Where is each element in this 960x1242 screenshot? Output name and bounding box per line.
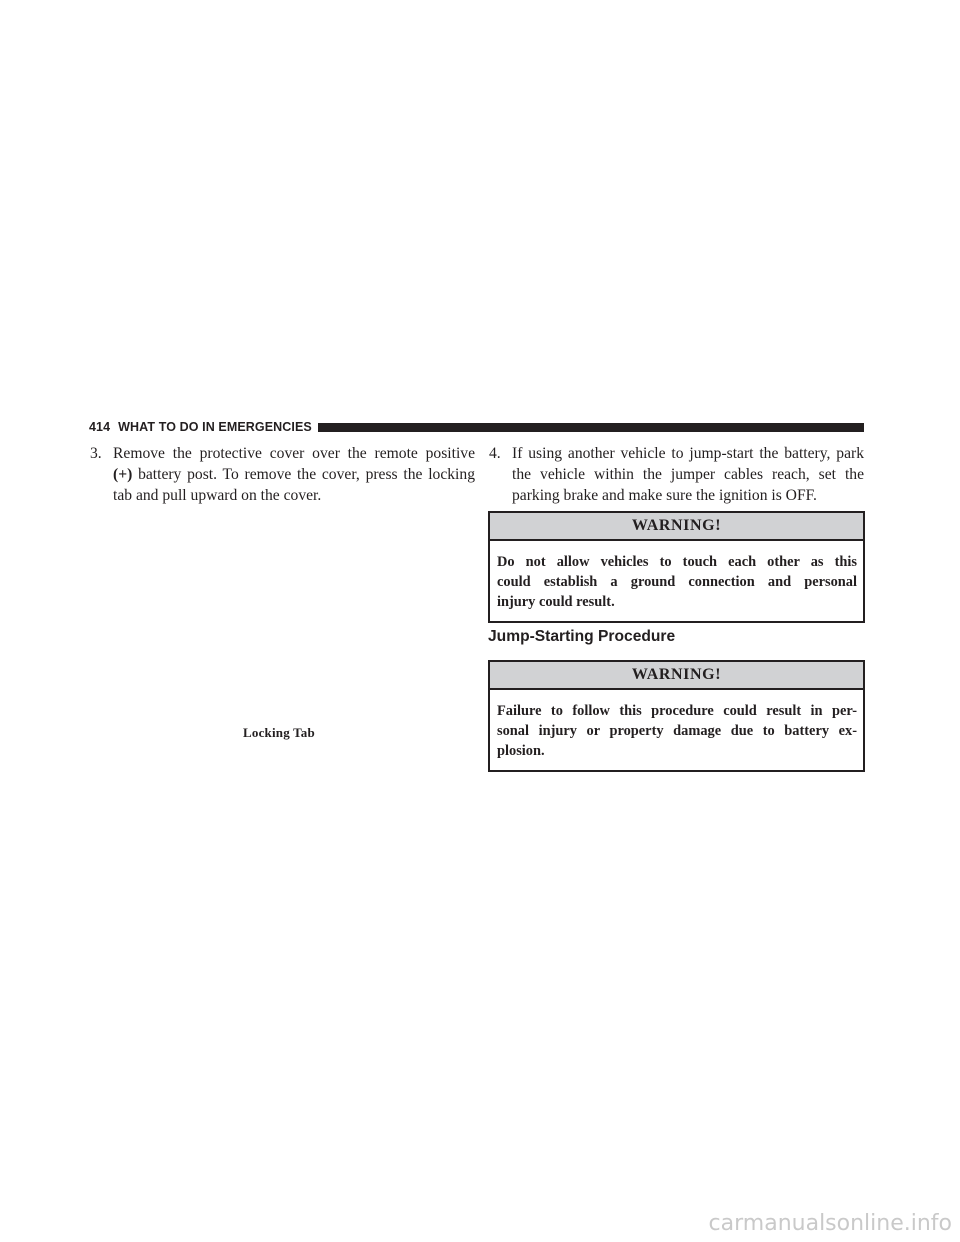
step-3-line-2 [113,464,475,485]
warning-body [490,690,863,770]
warning-box-procedure [488,660,865,772]
warning-line: Failure to follow this procedure could result in per- [497,703,857,719]
step-number: 3. [90,445,102,462]
step-3-text [113,443,475,506]
right-column [488,443,864,506]
subheading-jump-starting: Jump-Starting Procedure [488,628,676,645]
step-4-text [512,443,864,506]
warning-line: Do not allow vehicles to touch each other as this [497,554,857,570]
warning-line: plosion. [497,743,545,759]
step-3 [89,443,475,506]
warning-body [490,541,863,621]
warning-box-vehicles [488,511,865,623]
figure-label: Locking Tab [243,725,315,740]
page-number: 414 [89,420,111,434]
warning-line: injury could result. [497,594,615,610]
warning-heading: WARNING! [490,513,863,541]
watermark: carmanualsonline.info [708,1211,952,1236]
positive-symbol: (+) [113,466,133,483]
step-4-line-2: the vehicle within the jumper cables reach, set the [512,466,864,483]
step-4-line-3: parking brake and make sure the ignition is OFF. [512,487,817,504]
step-3-line-2-text: battery post. To remove the cover, press the locking [138,466,475,483]
warning-heading: WARNING! [490,662,863,690]
step-4 [488,443,864,506]
section-title: WHAT TO DO IN EMERGENCIES [118,420,312,434]
left-column [89,443,475,506]
header-rule [318,423,864,432]
step-3-line-1: Remove the protective cover over the remote positive [113,445,475,462]
step-4-line-1: If using another vehicle to jump-start the battery, park [512,445,864,462]
step-number: 4. [489,445,501,462]
battery-post-figure [89,520,475,760]
step-3-line-3: tab and pull upward on the cover. [113,487,322,504]
page-header [89,418,864,436]
warning-line: sonal injury or property damage due to battery ex- [497,723,857,739]
warning-line: could establish a ground connection and personal [497,574,857,590]
